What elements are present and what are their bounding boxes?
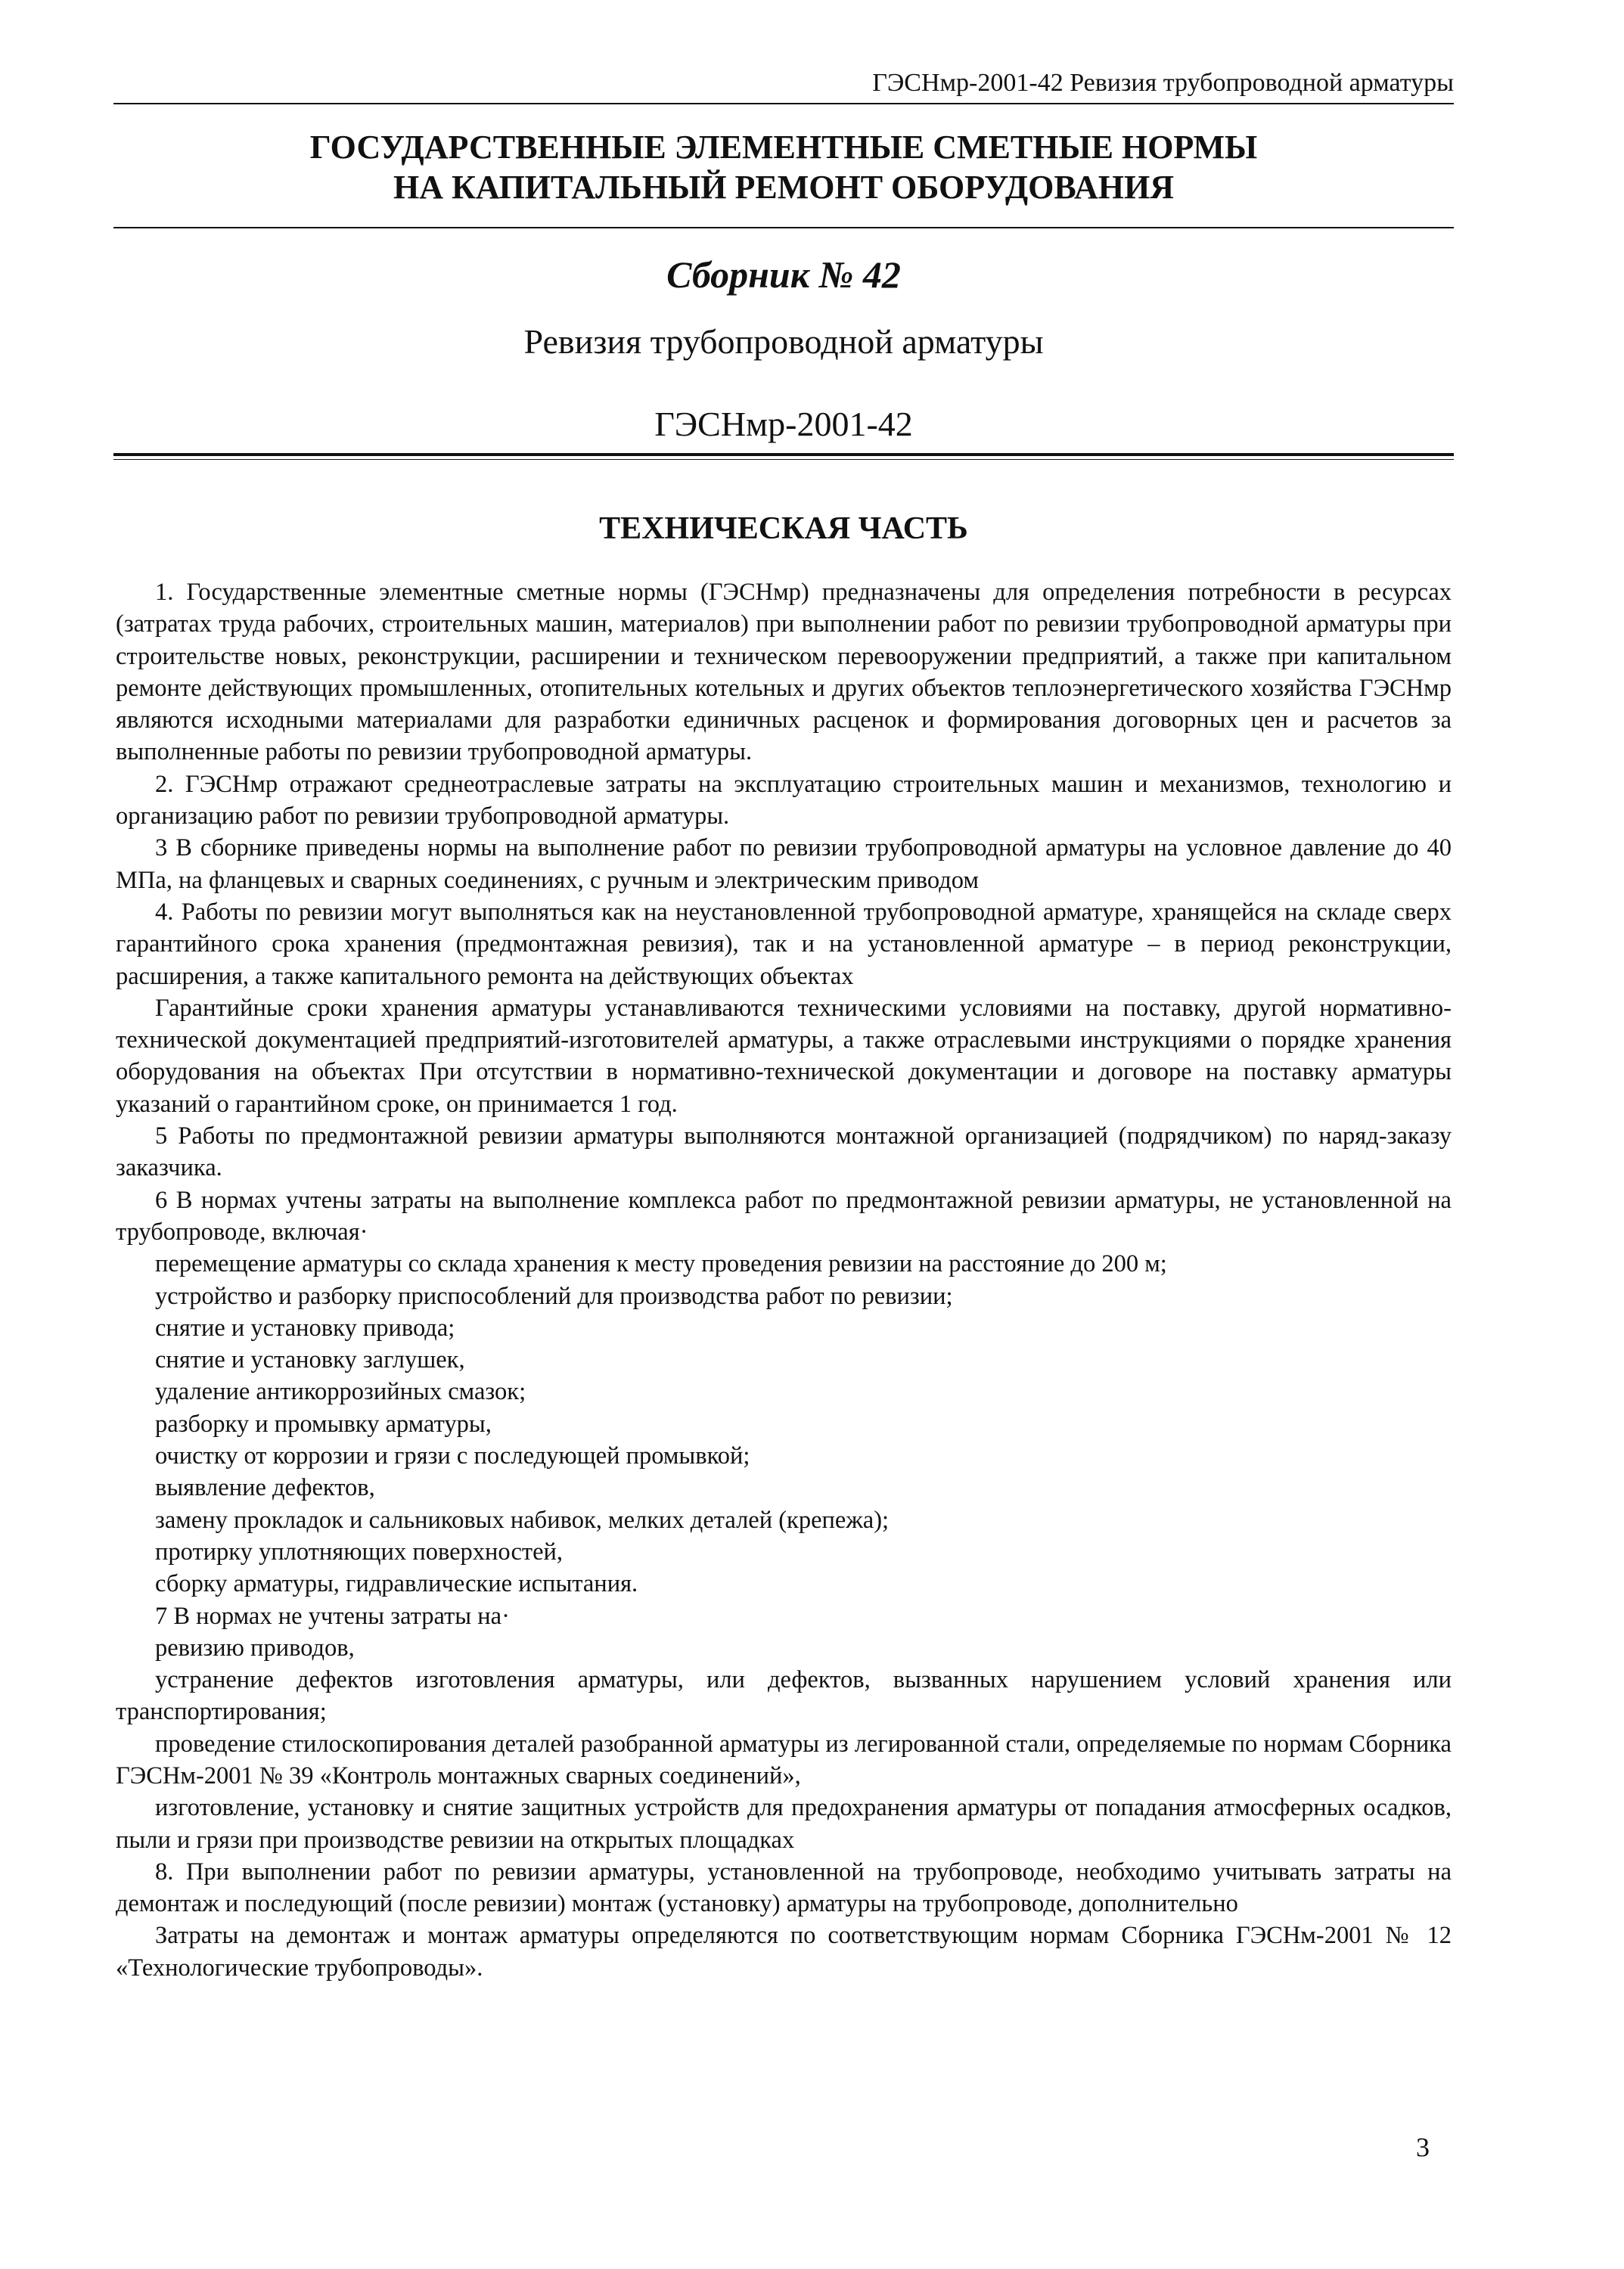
paragraph: 7 В нормах не учтены затраты на·	[155, 1602, 510, 1630]
paragraph: 1. Государственные элементные сметные нормы (ГЭСНмр) предназначены для определения потребности в ресурсах (затратах труда рабочих, строительных машин, материалов) при выполнении работ по ревизии трубопроводной арматуры при строительстве новых, реконструкции, расширении и техническом перевооружении предприятий, а также при капитальном ремонте действующих промышленных, отопительных котельных и других объектов теплоэнергетического хозяйства ГЭСНмр являются исходными материалами для разработки единичных расценок и формирования договорных цен и расчетов за выполненные работы по ревизии трубопроводной арматуры.	[116, 579, 1452, 766]
paragraph: 6 В нормах учтены затраты на выполнение комплекса работ по предмонтажной ревизии арматуры, не установленной на трубопроводе, включая·	[116, 1186, 1452, 1246]
header-rule	[113, 103, 1454, 104]
title-line-1: ГОСУДАРСТВЕННЫЕ ЭЛЕМЕНТНЫЕ СМЕТНЫЕ НОРМЫ	[309, 129, 1258, 166]
paragraph: 3 В сборнике приведены нормы на выполнение работ по ревизии трубопроводной арматуры на условное давление до 40 МПа, на фланцевых и сварных соединениях, с ручным и электрическим приводом	[116, 834, 1452, 894]
paragraph: 2. ГЭСНмр отражают среднеотраслевые затраты на эксплуатацию строительных машин и механизмов, технологию и организацию работ по ревизии трубопроводной арматуры.	[116, 770, 1452, 830]
list-item: удаление антикоррозийных смазок;	[155, 1378, 526, 1406]
body-text	[116, 576, 1452, 1984]
paragraph: 5 Работы по предмонтажной ревизии арматуры выполняются монтажной организацией (подрядчиком) по наряд-заказу заказчика.	[116, 1122, 1452, 1182]
list-item: ревизию приводов,	[155, 1634, 355, 1662]
list-item: перемещение арматуры со склада хранения к месту проведения ревизии на расстояние до 200 м;	[155, 1250, 1167, 1278]
running-header: ГЭСНмр-2001-42 Ревизия трубопроводной арматуры	[872, 69, 1454, 97]
list-item: очистку от коррозии и грязи с последующей промывкой;	[155, 1442, 750, 1470]
list-item: проведение стилоскопирования деталей разобранной арматуры из легированной стали, определяемые по нормам Сборника ГЭСНм-2001 № 39 «Контроль монтажных сварных соединений»,	[116, 1730, 1452, 1789]
collection-number: Сборник № 42	[666, 253, 901, 296]
list-item: устранение дефектов изготовления арматуры, или дефектов, вызванных нарушением условий хранения или транспортирования;	[116, 1666, 1452, 1726]
list-item: устройство и разборку приспособлений для производства работ по ревизии;	[155, 1282, 953, 1310]
list-item: разборку и промывку арматуры,	[155, 1410, 492, 1438]
list-item: снятие и установку заглушек,	[155, 1346, 465, 1374]
paragraph: Затраты на демонтаж и монтаж арматуры определяются по соответствующим нормам Сборника ГЭСНм-2001 № 12 «Технологические трубопроводы».	[116, 1922, 1452, 1982]
list-item: протирку уплотняющих поверхностей,	[155, 1538, 564, 1566]
list-item: сборку арматуры, гидравлические испытания.	[155, 1570, 638, 1598]
title-line-2: НА КАПИТАЛЬНЫЙ РЕМОНТ ОБОРУДОВАНИЯ	[393, 169, 1174, 206]
code-rule-thin	[113, 459, 1454, 460]
paragraph: Гарантийные сроки хранения арматуры устанавливаются техническими условиями на поставку, другой нормативно-технической документацией предприятий-изготовителей арматуры, а также отраслевыми инструкциями о порядке хранения оборудования на объектах При отсутствии в нормативно-технической документации и договоре на поставку арматуры указаний о гарантийном сроке, он принимается 1 год.	[116, 994, 1452, 1118]
section-title: ТЕХНИЧЕСКАЯ ЧАСТЬ	[599, 511, 968, 546]
page-number: 3	[1416, 2132, 1430, 2162]
list-item: изготовление, установку и снятие защитных устройств для предохранения арматуры от попадания атмосферных осадков, пыли и грязи при производстве ревизии на открытых площадках	[116, 1794, 1452, 1854]
document-title	[113, 127, 1454, 207]
list-item: снятие и установку привода;	[155, 1314, 455, 1342]
collection-name: Ревизия трубопроводной арматуры	[523, 322, 1044, 361]
code-rule-thick	[113, 453, 1454, 456]
list-item: выявление дефектов,	[155, 1474, 375, 1502]
list-item: замену прокладок и сальниковых набивок, мелких деталей (крепежа);	[155, 1506, 890, 1534]
title-rule	[113, 227, 1454, 228]
paragraph: 8. При выполнении работ по ревизии арматуры, установленной на трубопроводе, необходимо учитывать затраты на демонтаж и последующий (после ревизии) монтаж (установку) арматуры на трубопроводе, дополнительно	[116, 1858, 1452, 1918]
collection-code: ГЭСНмр-2001-42	[654, 405, 913, 443]
paragraph: 4. Работы по ревизии могут выполняться как на неустановленной трубопроводной арматуре, хранящейся на складе сверх гарантийного срока хранения (предмонтажная ревизия), так и на установленной арматуре – в период реконструкции, расширения, а также капитального ремонта на действующих объектах	[116, 898, 1452, 990]
